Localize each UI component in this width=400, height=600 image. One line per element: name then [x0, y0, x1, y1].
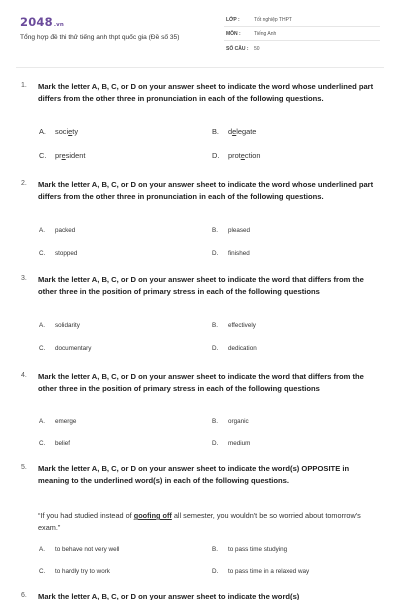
option-text: belief	[55, 440, 71, 447]
question-text: Mark the letter A, B, C, or D on your answer sheet to indicate the word(s) OPPOSITE in meaning to the underlined word(s) in each of the following questions.	[38, 464, 350, 485]
document-header	[0, 0, 400, 64]
question-text: Mark the letter A, B, C, or D on your answer sheet to indicate the word whose underlined part differs from the other three in pronunciation in each of the following questions.	[38, 180, 374, 201]
option-letter: B.	[212, 227, 218, 234]
option-underlined: e	[68, 127, 73, 136]
header-divider	[16, 67, 384, 68]
option-b[interactable]	[212, 322, 256, 329]
quote-text: “If you had studied instead of	[38, 511, 134, 520]
option-text: to pass time in a relaxed way	[228, 568, 310, 575]
option-letter: D.	[212, 151, 220, 160]
option-letter: A.	[39, 322, 45, 329]
question-number: 4.	[21, 372, 27, 379]
question-text: Mark the letter A, B, C, or D on your answer sheet to indicate the word that differs from the other three in the position of primary stress in each of the following questions	[38, 372, 364, 393]
option-text: to hardly try to work	[55, 568, 110, 575]
option-c[interactable]	[39, 345, 91, 352]
option-d[interactable]	[212, 345, 257, 352]
option-letter: C.	[39, 250, 46, 257]
option-letter: B.	[212, 418, 218, 425]
option-letter: C.	[39, 151, 47, 160]
option-letter: B.	[212, 322, 218, 329]
option-text: stopped	[55, 250, 78, 257]
option-d[interactable]	[212, 568, 309, 575]
option-text: soci	[55, 127, 69, 136]
option-text: legate	[236, 127, 257, 136]
option-letter: A.	[39, 227, 45, 234]
option-b[interactable]	[212, 418, 249, 425]
option-a[interactable]	[39, 322, 80, 329]
option-text: ty	[72, 127, 79, 136]
option-c[interactable]	[39, 151, 85, 160]
option-text: to pass time studying	[228, 546, 288, 553]
meta-value: Tiếng Anh	[254, 31, 277, 37]
question-number: 6.	[21, 592, 27, 599]
meta-label: LỚP :	[226, 17, 240, 23]
option-a[interactable]	[39, 227, 75, 234]
quote-underlined: goofing off	[133, 511, 172, 520]
question-number: 2.	[21, 180, 27, 187]
option-text: ction	[244, 151, 261, 160]
question-text: Mark the letter A, B, C, or D on your answer sheet to indicate the word(s)	[38, 592, 300, 600]
option-underlined: e	[61, 151, 66, 160]
meta-class-row	[224, 15, 380, 27]
option-text: documentary	[55, 345, 92, 352]
option-text: sident	[65, 151, 86, 160]
option-b[interactable]	[212, 127, 256, 136]
option-letter: C.	[39, 440, 46, 447]
option-a[interactable]	[39, 546, 119, 553]
option-b[interactable]	[212, 546, 287, 553]
option-underlined: e	[240, 151, 245, 160]
question-text: Mark the letter A, B, C, or D on your answer sheet to indicate the word whose underlined part differs from the other three in pronunciation in each of the following questions.	[38, 82, 374, 103]
option-text: pleased	[228, 227, 251, 234]
option-letter: C.	[39, 568, 46, 575]
option-text: emerge	[55, 418, 77, 425]
quote-text: all semester, you wouldn't be so worried about tomorrow's exam.”	[38, 511, 361, 532]
option-text: effectively	[228, 322, 256, 329]
option-underlined: e	[232, 127, 237, 136]
option-text: prot	[228, 151, 241, 160]
option-a[interactable]	[39, 418, 76, 425]
option-d[interactable]	[212, 151, 261, 160]
option-letter: A.	[39, 418, 45, 425]
question-number: 1.	[21, 82, 27, 89]
option-letter: D.	[212, 345, 219, 352]
option-text: medium	[228, 440, 251, 447]
document-title: Tổng hợp đề thi thử tiếng anh thpt quốc gia (Đề số 35)	[20, 34, 180, 41]
option-a[interactable]	[39, 127, 78, 136]
meta-count-row	[224, 44, 380, 56]
option-text: to behave not very well	[55, 546, 120, 553]
site-logo[interactable]	[20, 15, 64, 29]
option-text: d	[228, 127, 233, 136]
option-text: solidarity	[55, 322, 80, 329]
question-number: 3.	[21, 275, 27, 282]
option-d[interactable]	[212, 250, 250, 257]
question-text: Mark the letter A, B, C, or D on your answer sheet to indicate the word that differs from the other three in the position of primary stress in each of the following questions	[38, 275, 364, 296]
option-letter: D.	[212, 568, 219, 575]
option-letter: D.	[212, 250, 219, 257]
option-text: dedication	[228, 345, 257, 352]
option-letter: B.	[212, 127, 219, 136]
question-number: 5.	[21, 464, 27, 471]
option-letter: A.	[39, 127, 46, 136]
option-letter: C.	[39, 345, 46, 352]
meta-label: SỐ CÂU :	[226, 46, 249, 52]
question-quote	[38, 510, 378, 533]
option-text: organic	[228, 418, 249, 425]
option-c[interactable]	[39, 440, 70, 447]
option-letter: B.	[212, 546, 218, 553]
option-text: packed	[55, 227, 76, 234]
meta-value: Tốt nghiệp THPT	[254, 17, 292, 23]
meta-label: MÔN :	[226, 31, 241, 37]
option-letter: D.	[212, 440, 219, 447]
option-letter: A.	[39, 546, 45, 553]
logo-suffix: .vn	[53, 22, 65, 28]
option-c[interactable]	[39, 250, 77, 257]
meta-value: 50	[254, 46, 260, 52]
logo-text: 2048	[20, 15, 53, 29]
option-b[interactable]	[212, 227, 250, 234]
option-text: finished	[228, 250, 250, 257]
option-text: pr	[55, 151, 62, 160]
option-d[interactable]	[212, 440, 250, 447]
option-c[interactable]	[39, 568, 110, 575]
meta-subject-row	[224, 29, 380, 41]
